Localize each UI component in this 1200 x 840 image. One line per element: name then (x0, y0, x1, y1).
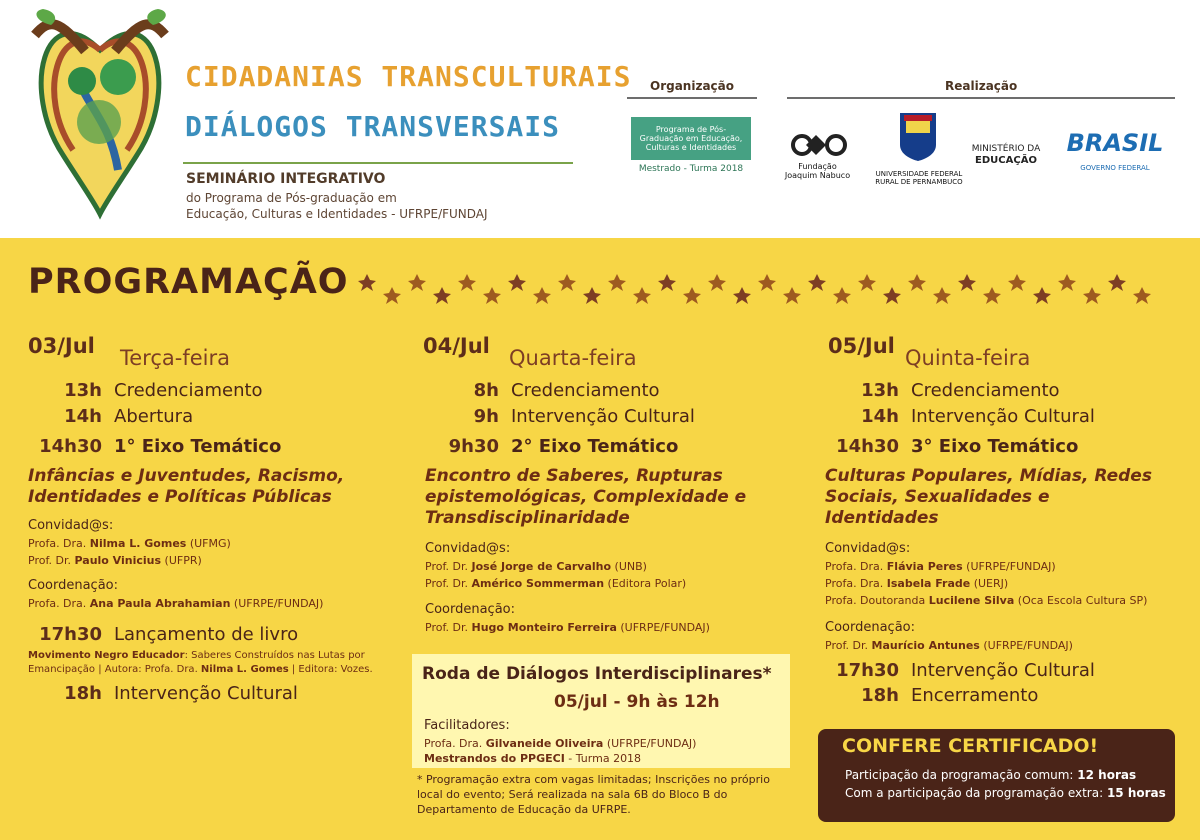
invited-label: Convidad@s: (28, 518, 114, 533)
schedule-item (28, 436, 281, 457)
day-weekday: Quarta-feira (509, 346, 637, 370)
book-author-prefix: Emancipação | Autora: Profa. Dra. (28, 664, 201, 675)
program-title: PROGRAMAÇÃO (28, 262, 349, 302)
leaf-star-icon (983, 287, 1001, 304)
schedule-time: 14h (64, 406, 102, 427)
person-name: Américo Sommerman (471, 577, 605, 590)
ufrpe-shield-icon (878, 108, 958, 163)
program-footer: Mestrado - Turma 2018 (638, 164, 744, 174)
leaf-star-icon (708, 274, 726, 291)
schedule-event: 3° Eixo Temático (911, 436, 1079, 457)
theme-title: Infâncias e Juventudes, Racismo, Identidades e Políticas Públicas (28, 466, 345, 507)
book-editor: | Editora: Vozes. (288, 664, 373, 675)
schedule-event: Abertura (114, 406, 194, 427)
leaf-star-icon (633, 287, 651, 304)
ministerio-line1: MINISTÉRIO DA (971, 144, 1041, 154)
person-title: Profa. Dra. (825, 577, 887, 590)
person-institution: (Oca Escola Cultura SP) (1014, 594, 1148, 607)
leaf-star-icon (733, 287, 751, 304)
person-institution: (UNB) (611, 560, 647, 573)
schedule-time: 17h30 (836, 660, 899, 681)
schedule-time: 14h30 (39, 436, 102, 457)
person-title: Prof. Dr. (425, 560, 472, 573)
person-institution: (UFRPE/FUNDAJ) (616, 621, 710, 634)
organization-label: Organização (650, 79, 734, 93)
leaf-star-decoration (355, 270, 1165, 308)
person-name: Maurício Antunes (871, 639, 980, 652)
leaf-star-icon (508, 274, 526, 291)
schedule-time: 14h30 (836, 436, 899, 457)
schedule-event: Intervenção Cultural (114, 683, 298, 704)
book-title: Movimento Negro Educador (28, 650, 185, 661)
dialogue-title: Roda de Diálogos Interdisciplinares* (422, 664, 772, 684)
person-title: Prof. Dr. (425, 621, 472, 634)
invited-person (28, 554, 202, 567)
person-title: Profa. Dra. (28, 597, 90, 610)
schedule-time: 13h (64, 380, 102, 401)
leaf-star-icon (533, 287, 551, 304)
schedule-event: Intervenção Cultural (911, 660, 1095, 681)
leaf-star-icon (1008, 274, 1026, 291)
person-name: Hugo Monteiro Ferreira (471, 621, 617, 634)
leaf-star-icon (883, 287, 901, 304)
schedule-item (825, 436, 1078, 457)
schedule-item (825, 406, 1095, 427)
brasil-subtitle: GOVERNO FEDERAL (1080, 164, 1150, 172)
person-name: Isabela Frade (886, 577, 971, 590)
person-institution: (UERJ) (970, 577, 1009, 590)
person-title: Profa. Dra. (825, 560, 887, 573)
brasil-logo: BRASIL (1066, 129, 1164, 157)
leaf-star-icon (958, 274, 976, 291)
seminar-title: SEMINÁRIO INTEGRATIVO (186, 171, 386, 187)
schedule-event: Intervenção Cultural (511, 406, 695, 427)
day-date: 04/Jul (423, 334, 490, 358)
leaf-star-icon (358, 274, 376, 291)
person-title: Prof. Dr. (425, 577, 472, 590)
schedule-item (425, 406, 695, 427)
person-name: José Jorge de Carvalho (471, 560, 612, 573)
extra-schedule-item (28, 624, 298, 645)
leaf-star-icon (1033, 287, 1051, 304)
ministerio-line2: EDUCAÇÃO (975, 154, 1037, 166)
leaf-star-icon (658, 274, 676, 291)
schedule-item (28, 380, 263, 401)
person-title: Profa. Doutoranda (825, 594, 929, 607)
extra-schedule-item (28, 683, 298, 704)
person-title: Prof. Dr. (825, 639, 872, 652)
certificate-extra-line: Com a participação da programação extra: 15 horas (845, 786, 1166, 800)
person-name: Lucilene Silva (928, 594, 1015, 607)
day-date: 03/Jul (28, 334, 95, 358)
person-institution: (Editora Polar) (604, 577, 687, 590)
theme-title: Encontro de Saberes, Rupturas epistemológicas, Complexidade e Transdisciplinaridade (425, 466, 747, 528)
extra-program-note: * Programação extra com vagas limitadas; Inscrições no próprio local do evento; Será realizada na sala 6B do Bloco B do Departamento de Educação da UFRPE. (417, 773, 770, 816)
person-name: Ana Paula Abrahamian (89, 597, 231, 610)
schedule-item (28, 406, 193, 427)
extra-schedule-item (825, 660, 1095, 681)
leaf-star-icon (583, 287, 601, 304)
person-institution: (UFMG) (186, 537, 231, 550)
seminar-subtitle-line1: do Programa de Pós-graduação em (186, 191, 397, 205)
leaf-star-icon (833, 287, 851, 304)
leaf-star-icon (433, 287, 451, 304)
seminar-subtitle-line2: Educação, Culturas e Identidades - UFRPE/FUNDAJ (186, 207, 488, 221)
certificate-title: CONFERE CERTIFICADO! (842, 735, 1099, 757)
schedule-item (425, 436, 678, 457)
schedule-time: 13h (861, 380, 899, 401)
schedule-item (825, 380, 1060, 401)
coordination-person (825, 639, 1073, 652)
theme-title: Culturas Populares, Mídias, Redes Sociais, Sexualidades e Identidades (825, 466, 1152, 528)
invited-person (425, 577, 686, 590)
schedule-event: Lançamento de livro (114, 624, 299, 645)
invited-person (425, 560, 647, 573)
leaf-star-icon (858, 274, 876, 291)
fundacao-label: Fundação Joaquim Nabuco (784, 162, 851, 180)
leaf-star-icon (408, 274, 426, 291)
schedule-event: Credenciamento (511, 380, 660, 401)
invited-label: Convidad@s: (825, 541, 911, 556)
realization-divider (787, 97, 1175, 99)
schedule-time: 18h (861, 685, 899, 706)
book-subtitle: : Saberes Construídos nas Lutas por (184, 650, 365, 661)
certificate-common-line: Participação da programação comum: 12 horas (845, 768, 1137, 782)
leaf-star-icon (1133, 287, 1151, 304)
event-title-line1: CIDADANIAS TRANSCULTURAIS (185, 60, 632, 93)
title-divider (183, 162, 573, 164)
leaf-star-icon (608, 274, 626, 291)
coordination-person (425, 621, 710, 634)
person-institution: (UFRPE/FUNDAJ) (979, 639, 1073, 652)
coordination-label: Coordenação: (825, 620, 916, 635)
schedule-event: Intervenção Cultural (911, 406, 1095, 427)
leaf-star-icon (383, 287, 401, 304)
facilitators-label: Facilitadores: (424, 718, 510, 733)
person-institution: (UFRPE/FUNDAJ) (962, 560, 1056, 573)
leaf-star-icon (1083, 287, 1101, 304)
leaf-star-icon (783, 287, 801, 304)
program-logo (631, 117, 751, 160)
invited-person (28, 537, 231, 550)
day-weekday: Quinta-feira (905, 346, 1031, 370)
coordination-label: Coordenação: (28, 578, 119, 593)
ufrpe-label: UNIVERSIDADE FEDERAL RURAL DE PERNAMBUCO (875, 170, 963, 186)
leaf-star-icon (1058, 274, 1076, 291)
book-description-line1 (28, 650, 365, 661)
schedule-event: Credenciamento (114, 380, 263, 401)
person-institution: (UFPR) (161, 554, 202, 567)
schedule-time: 8h (473, 380, 499, 401)
leaf-star-icon (758, 274, 776, 291)
heart-logo (25, 5, 175, 227)
person-name: Flávia Peres (886, 560, 963, 573)
schedule-event: 2° Eixo Temático (511, 436, 679, 457)
day-date: 05/Jul (828, 334, 895, 358)
person-title: Prof. Dr. (28, 554, 75, 567)
person-institution: (UFRPE/FUNDAJ) (230, 597, 324, 610)
header (0, 0, 1200, 238)
program-logo-text: Programa de Pós-Graduação em Educação, Culturas e Identidades (639, 125, 743, 152)
realization-label: Realização (945, 79, 1018, 93)
facilitator-2: Mestrandos do PPGECI - Turma 2018 (424, 752, 642, 765)
coordination-person (28, 597, 323, 610)
facilitator-1: Profa. Dra. Gilvaneide Oliveira (UFRPE/FUNDAJ) (424, 737, 697, 750)
schedule-event: Credenciamento (911, 380, 1060, 401)
invited-person (825, 577, 1008, 590)
schedule-item (425, 380, 660, 401)
dialogue-date: 05/jul - 9h às 12h (554, 692, 720, 712)
leaf-star-icon (1108, 274, 1126, 291)
invited-person (825, 560, 1056, 573)
schedule-event: 1° Eixo Temático (114, 436, 282, 457)
book-author: Nilma L. Gomes (200, 664, 289, 675)
leaf-star-icon (908, 274, 926, 291)
day-weekday: Terça-feira (120, 346, 230, 370)
leaf-star-icon (458, 274, 476, 291)
schedule-time: 17h30 (39, 624, 102, 645)
schedule-time: 9h30 (448, 436, 499, 457)
invited-person (825, 594, 1147, 607)
person-name: Paulo Vinicius (74, 554, 162, 567)
leaf-star-icon (483, 287, 501, 304)
invited-label: Convidad@s: (425, 541, 511, 556)
leaf-star-icon (683, 287, 701, 304)
leaf-star-icon (933, 287, 951, 304)
coordination-label: Coordenação: (425, 602, 516, 617)
schedule-event: Encerramento (911, 685, 1039, 706)
schedule-time: 9h (473, 406, 499, 427)
schedule-time: 14h (861, 406, 899, 427)
event-title-line2: DIÁLOGOS TRANSVERSAIS (185, 110, 561, 143)
person-name: Nilma L. Gomes (89, 537, 187, 550)
extra-schedule-item (825, 685, 1038, 706)
person-title: Profa. Dra. (28, 537, 90, 550)
schedule-time: 18h (64, 683, 102, 704)
leaf-star-icon (558, 274, 576, 291)
book-description-line2 (28, 664, 373, 675)
organization-divider (627, 97, 757, 99)
leaf-star-icon (808, 274, 826, 291)
